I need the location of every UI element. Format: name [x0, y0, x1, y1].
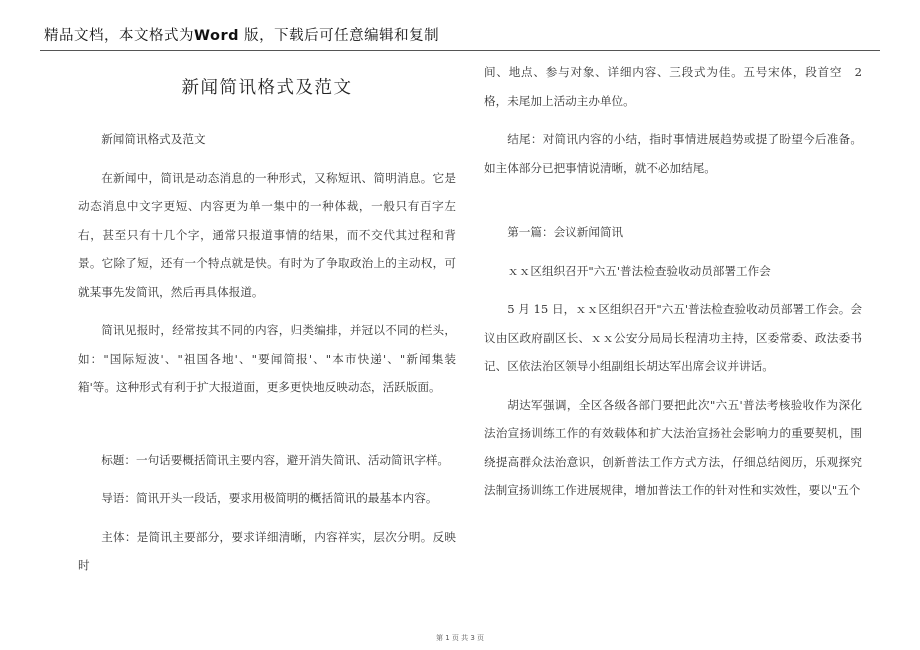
left-column — [78, 58, 456, 590]
spacer — [78, 412, 456, 446]
paragraph-definition: 在新闻中，简讯是动态消息的一种形式，又称短讯、简明消息。它是动态消息中文字更短、内容更为单一集中的一种体裁，一般只有百字左右，甚至只有十几个字，通常只报道事情的结果，而不交代其过程和背景。它除了短，还有一个特点就是快。有时为了争取政治上的主动权，可就某事先发简讯，然后再具体报道。 — [78, 170, 456, 299]
paragraph-headline-rule: 标题：一句话要概括简讯主要内容，避开消失简讯、活动简讯字样。 — [101, 452, 450, 467]
header-note-suffix: 版，下载后可任意编辑和复制 — [238, 28, 440, 44]
example-paragraph-1: 5 月 15 日，ｘｘ区组织召开"六五'普法检查验收动员部署工作会。会议由区政府副区长、ｘｘ公安分局局长程清功主持，区委常委、政法委书记、区依法治区领导小组副组长胡达军出席会议并讲话。 — [484, 302, 862, 373]
paragraph-body-rule: 主体：是简讯主要部分，要求详细清晰，内容祥实，层次分明。反映时 — [78, 529, 456, 572]
example-paragraph-2: 胡达军强调，全区各级各部门要把此次"六五'普法考核验收作为深化法治宣扬训练工作的有效载体和扩大法治宣扬社会影响力的重要契机，围绕提高群众法治意识，创新普法工作方式方法，仔细总结阅历，乐观探究法制宣扬训练工作进展规律，增加普法工作的针对性和实效性，要以"五个 — [484, 397, 862, 497]
paragraph-layout: 简讯见报时，经常按其不同的内容，归类编排，并冠以不同的栏头，如："国际短波'、"祖国各地'、"要闻简报'、"本市快递'、"新闻集装箱'等。这种形式有利于扩大报道面，更多更快地反映动态，活跃版面。 — [78, 323, 456, 394]
page-number: 第 1 页 共 3 页 — [435, 634, 485, 642]
spacer — [484, 192, 862, 218]
header-divider — [40, 50, 880, 51]
header-note — [44, 24, 439, 45]
document-title: 新闻简讯格式及范文 — [181, 78, 353, 98]
example-headline: ｘｘ区组织召开"六五'普法检查验收动员部署工作会 — [507, 263, 771, 278]
paragraph-lead-rule: 导语：简讯开头一段话，要求用极简明的概括简讯的最基本内容。 — [101, 491, 438, 505]
paragraph-body-rule-continued: 间、地点、参与对象、详细内容、三段式为佳。五号宋体，段首空 2 格，未尾加上活动主办单位。 — [484, 65, 862, 108]
right-column — [484, 58, 862, 515]
section-heading: 第一篇：会议新闻简讯 — [507, 225, 624, 239]
paragraph-subtitle: 新闻简讯格式及范文 — [101, 132, 206, 146]
paragraph-ending-rule: 结尾：对简讯内容的小结，指时事情进展趋势或提了盼望今后准备。如主体部分已把事情说清晰，就不必加结尾。 — [484, 132, 862, 175]
header-note-prefix: 精品文档，本文格式为 — [44, 28, 194, 44]
header-note-word: Word — [194, 28, 239, 44]
